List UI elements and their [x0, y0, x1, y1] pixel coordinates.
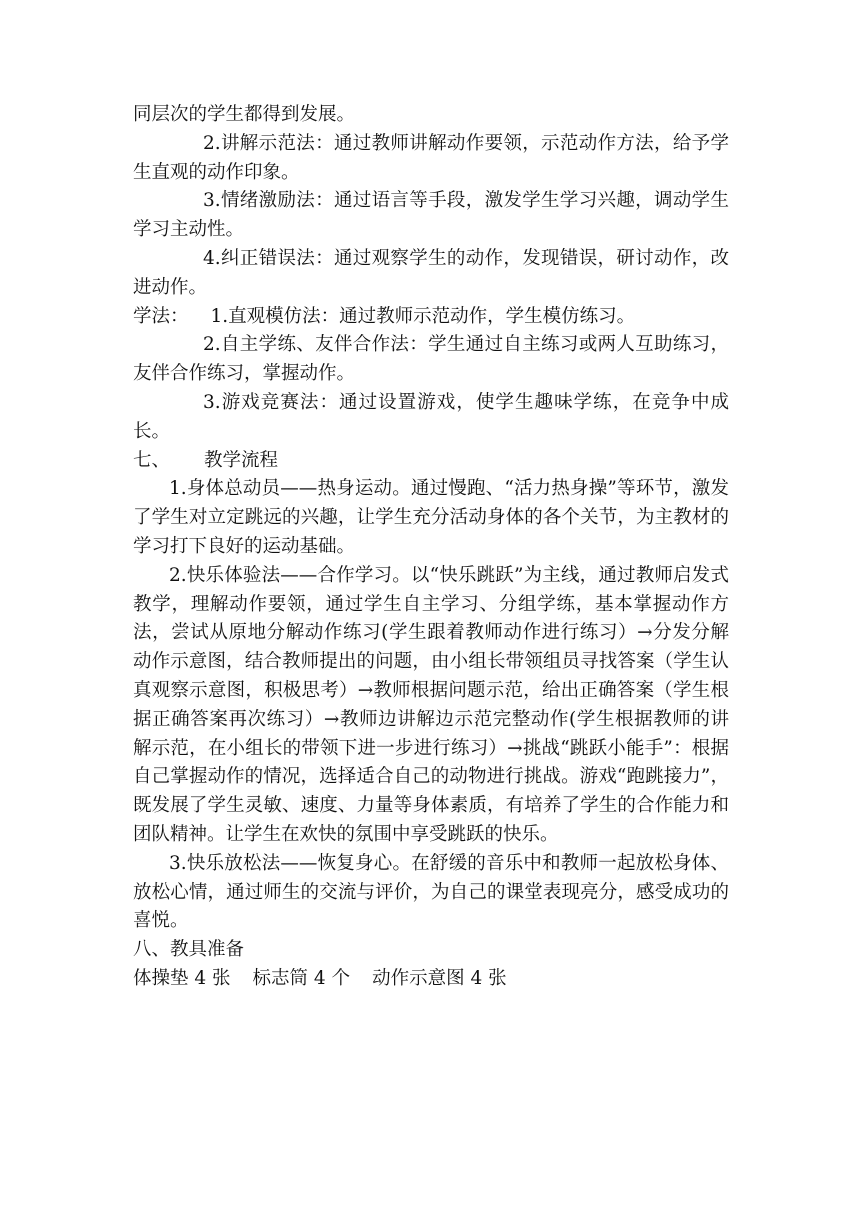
paragraph-method-4: 4.纠正错误法：通过观察学生的动作，发现错误，研讨动作，改进动作。	[133, 247, 729, 298]
equipment-item: 动作示意图 4 张	[372, 967, 507, 989]
paragraph-flow-1: 1.身体总动员——热身运动。通过慢跑、“活力热身操”等环节，激发了学生对立定跳远的兴趣，让学生充分活动身体的各个关节，为主教材的学习打下良好的运动基础。	[133, 478, 729, 557]
learning-methods-label: 学法：	[133, 305, 189, 327]
paragraph-method-3: 3.情绪激励法：通过语言等手段，激发学生学习兴趣，调动学生学习主动性。	[133, 190, 729, 241]
paragraph-learning-method-2: 2.自主学练、友伴合作法：学生通过自主练习或两人互助练习，友伴合作练习，掌握动作。	[133, 334, 729, 385]
paragraph-learning-method-3: 3.游戏竞赛法：通过设置游戏，使学生趣味学练，在竞争中成长。	[133, 391, 729, 442]
section-7-title: 教学流程	[204, 449, 279, 471]
section-heading-8: 八、教具准备	[133, 939, 245, 961]
paragraph-flow-3: 3.快乐放松法——恢复身心。在舒缓的音乐中和教师一起放松身体、放松心情，通过师生的交流与评价，为自己的课堂表现亮分，感受成功的喜悦。	[133, 852, 729, 932]
equipment-list	[133, 965, 729, 994]
paragraph-method-2: 2.讲解示范法：通过教师讲解动作要领，示范动作方法，给予学生直观的动作印象。	[133, 132, 729, 183]
paragraph-flow-2: 2.快乐体验法——合作学习。以“快乐跳跃”为主线，通过教师启发式教学，理解动作要领，通过学生自主学习、分组学练，基本掌握动作方法，尝试从原地分解动作练习(学生跟着教师动作进行练习）→分发分解动作示意图，结合教师提出的问题，由小组长带领组员寻找答案（学生认真观察示意图，积极思考）→教师根据问题示范，给出正确答案（学生根据正确答案再次练习）→教师边讲解边示范完整动作(学生根据教师的讲解示范，在小组长的带领下进一步进行练习）→挑战“跳跃小能手”：根据自己掌握动作的情况，选择适合自己的动物进行挑战。游戏“跑跳接力”，既发展了学生灵敏、速度、力量等身体素质，有培养了学生的合作能力和团队精神。让学生在欢快的氛围中享受跳跃的快乐。	[133, 564, 729, 845]
paragraph-learning-methods	[133, 303, 729, 332]
section-heading-7	[133, 447, 729, 476]
equipment-item: 标志筒 4 个	[252, 967, 351, 989]
equipment-item: 体操垫 4 张	[133, 967, 231, 989]
paragraph-continuation: 同层次的学生都得到发展。	[133, 104, 356, 125]
section-7-number: 七、	[133, 449, 171, 471]
learning-method-1: 1.直观模仿法：通过教师示范动作，学生模仿练习。	[210, 305, 636, 327]
document-body	[133, 101, 729, 994]
